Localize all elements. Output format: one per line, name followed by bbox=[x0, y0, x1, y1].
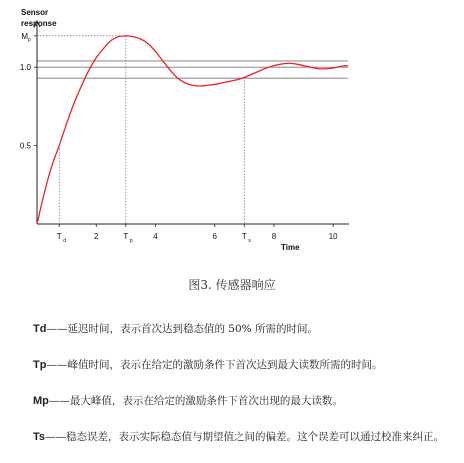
x-tick-subscript: d bbox=[63, 238, 66, 244]
definition-term: Td bbox=[33, 323, 47, 335]
x-tick-label: T bbox=[56, 232, 62, 241]
x-tick-label: T bbox=[123, 232, 129, 241]
definition-term: Ts bbox=[33, 431, 46, 443]
x-tick-subscript: s bbox=[248, 238, 251, 244]
definition-text: ——峰值时间，表示在给定的激励条件下首次达到最大读数所需的时间。 bbox=[46, 359, 383, 371]
x-axis-title: Time bbox=[281, 243, 300, 252]
definition-tp bbox=[33, 354, 458, 376]
x-tick-label: 10 bbox=[328, 232, 338, 241]
definition-text: ——延迟时间，表示首次达到稳态值的 50% 所需的时间。 bbox=[46, 323, 318, 335]
y-tick-label: 0.5 bbox=[19, 141, 31, 151]
definition-text: ——稳态误差，表示实际稳态值与期望值之间的偏差。这个误差可以通过校准来纠正。 bbox=[45, 431, 445, 443]
y-tick-label: M bbox=[21, 31, 28, 41]
definition-mp bbox=[33, 390, 458, 412]
y-axis-title-line1: Sensor bbox=[21, 8, 49, 17]
definition-text: ——最大峰值，表示在给定的激励条件下首次出现的最大读数。 bbox=[48, 395, 343, 407]
x-tick-subscript: p bbox=[129, 238, 133, 244]
figure-caption: 图3. 传感器响应 bbox=[188, 278, 276, 292]
definitions-list bbox=[33, 318, 458, 462]
guide-lines bbox=[37, 36, 244, 224]
x-tick-label: 6 bbox=[212, 232, 217, 241]
axes bbox=[34, 21, 349, 224]
reference-lines bbox=[37, 61, 348, 78]
definition-term: Mp bbox=[33, 395, 49, 407]
y-axis-title-line2: response bbox=[21, 19, 57, 28]
response-series bbox=[37, 36, 348, 224]
x-tick-label: 8 bbox=[271, 232, 277, 241]
definition-term: Tp bbox=[33, 359, 47, 371]
x-tick-label: 4 bbox=[153, 232, 158, 241]
x-tick-label: T bbox=[241, 232, 247, 241]
x-tick-label: 2 bbox=[94, 232, 99, 241]
y-tick-subscript: p bbox=[28, 36, 31, 43]
y-tick-label: 1.0 bbox=[19, 63, 31, 73]
definition-td bbox=[33, 318, 458, 340]
definition-ts bbox=[33, 426, 458, 448]
response-curve bbox=[37, 36, 348, 224]
